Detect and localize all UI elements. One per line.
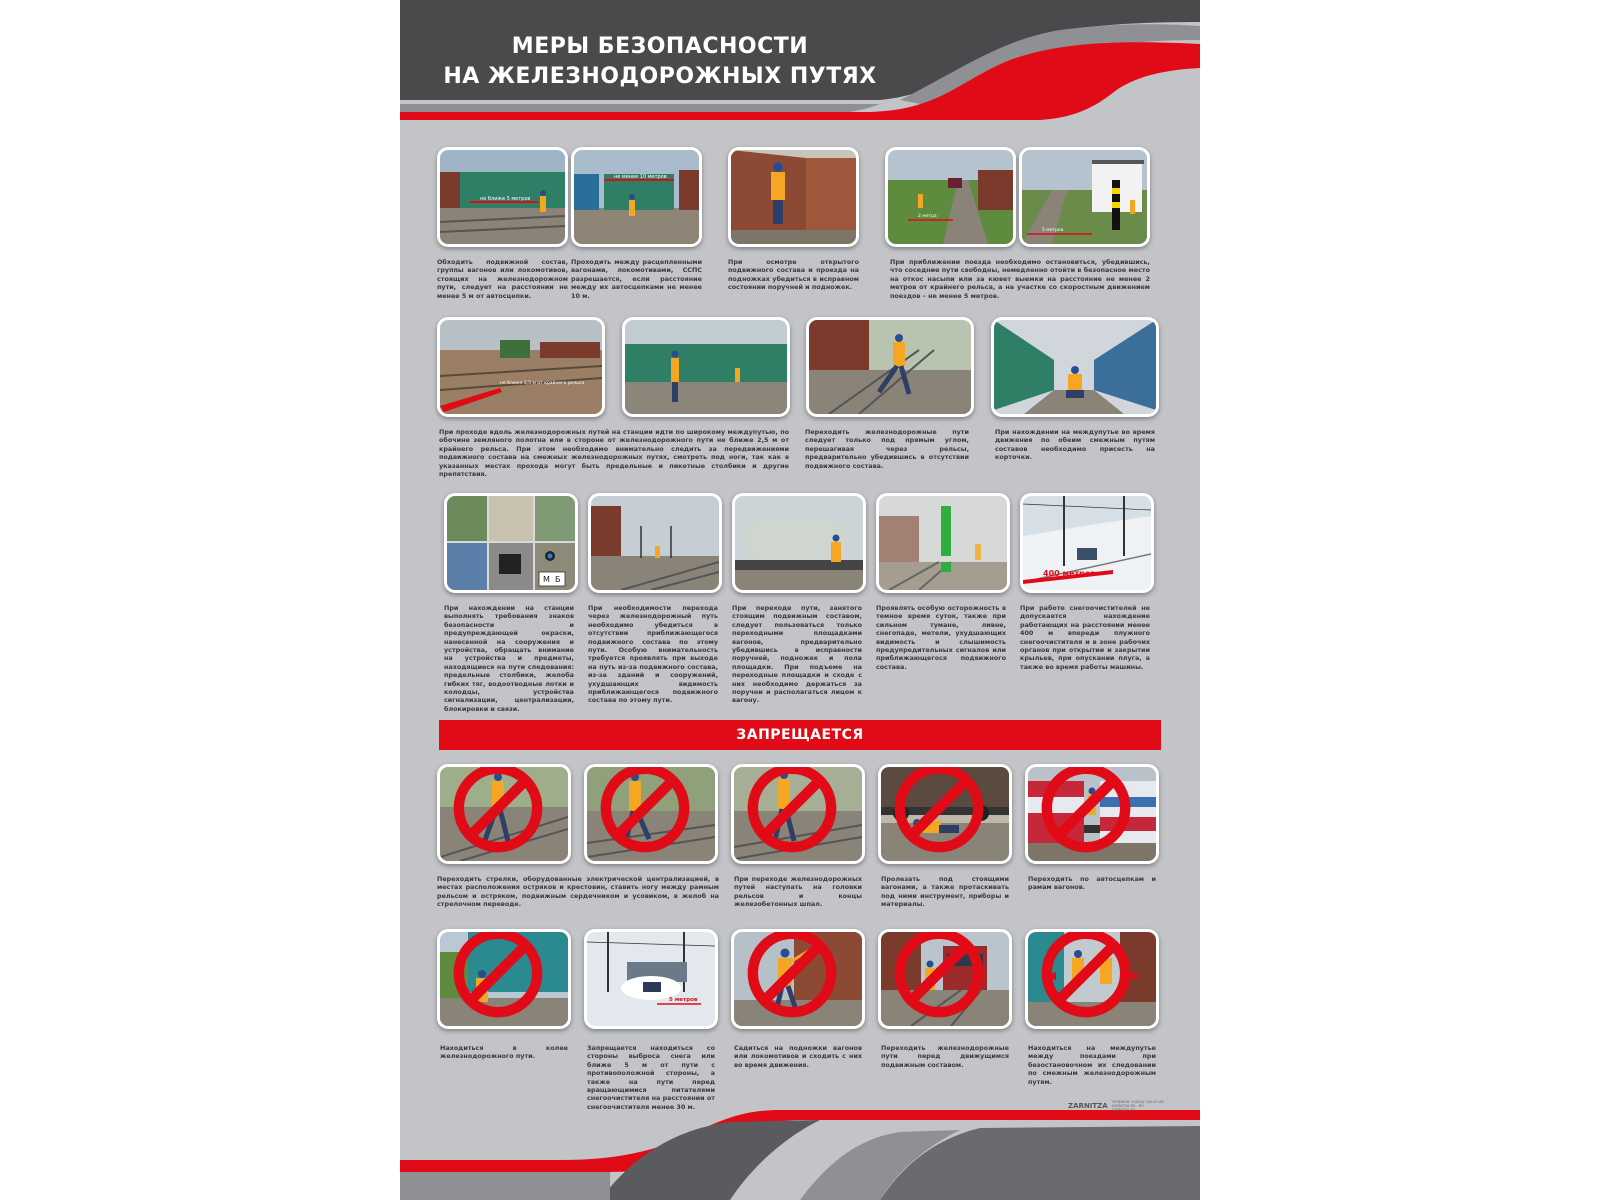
caption-10: При переходе пути, занятого стоящим подвижным составом, следует пользоваться только переходными площадками вагонов, предварительно убедившись в исправности поручней, подножек и пола площадки. При подъеме на переходные площадки и сходе с них необходимо держаться за поручни и располагаться лицом к вагону.: [732, 604, 862, 705]
sign-letter-m: М: [543, 575, 550, 584]
prohibition-icon: [881, 767, 1003, 855]
photo-card-18: [878, 764, 1012, 864]
photo-step-aside-2m: [888, 150, 1013, 244]
photo-cross-before-train: [881, 932, 1009, 1026]
label-5m-snow: 5 метров: [669, 997, 698, 1003]
photo-safety-signs-collage: [447, 496, 575, 590]
photo-card-12: [732, 493, 866, 593]
photo-caution-fog: [879, 496, 1007, 590]
photo-card-6: [437, 317, 605, 417]
photo-between-moving-trains: [1028, 932, 1156, 1026]
poster-title: [420, 32, 900, 92]
photo-step-on-rail-head: [734, 767, 862, 861]
photo-step-aside-5m: [1022, 150, 1147, 244]
prohibition-icon: [587, 767, 709, 855]
caption-14: При переходе железнодорожных путей наступать на головки рельсов и концы железобетонных шпал.: [734, 875, 862, 909]
photo-foot-between-rails: [587, 767, 715, 861]
prohibition-icon: [440, 932, 562, 1020]
photo-card-22: [731, 929, 865, 1029]
photo-card-15: [437, 764, 571, 864]
photo-between-cars: [574, 150, 699, 244]
publisher-brand: [1068, 1100, 1168, 1112]
label-5m: не ближе 5 метров: [480, 196, 531, 202]
prohibition-icon: [1028, 767, 1150, 855]
photo-wide-interspace: [440, 320, 602, 414]
photo-couplers: [1028, 767, 1156, 861]
photo-card-7: [622, 317, 790, 417]
photo-card-24: [1025, 929, 1159, 1029]
photo-card-2: [571, 147, 702, 247]
title-line-2: НА ЖЕЛЕЗНОДОРОЖНЫХ ПУТЯХ: [443, 64, 877, 89]
brand-contacts: ТЕЛЕФОН: 8 (800) 700-07-08 · ZARNITZA.RU · BY: ZARNITZA.BY: [1111, 1100, 1166, 1112]
photo-crouch-between-trains: [994, 320, 1156, 414]
photo-card-13: [876, 493, 1010, 593]
sign-letter-b: Б: [555, 575, 561, 584]
caption-4: При приближении поезда необходимо остановиться, убедившись, что соседние пути свободны, немедленно отойти в безопасное место на откос насыпи или за кювет выемки на расстояние не менее 2 метров от крайнего рельса, а на участке со скоростным движением поездов – не менее 5 метров.: [890, 258, 1150, 300]
photo-walk-around-cars: [440, 150, 565, 244]
photo-snow-throw: [587, 932, 715, 1026]
photo-card-21: [584, 929, 718, 1029]
prohibition-icon: [734, 767, 856, 855]
caption-8: При нахождении на станции выполнять требования знаков безопасности и предупреждающей окраски, нанесенной на сооружения и устройства, обращать внимание на устройства и предметы, находящиеся на пути следования: предельные столбики, желоба гибких тяг, водоотводные лотки и колодцы, устройства сигнализации, централизации, блокировки и связи.: [444, 604, 574, 713]
photo-snowplow-400m: [1023, 496, 1151, 590]
label-2m: 2 метра: [918, 214, 937, 219]
ban-section-title: ЗАПРЕЩАЕТСЯ: [439, 720, 1161, 750]
caption-7: При нахождении на междупутье во время движения по обеим смежным путям составов необходимо присесть на корточки.: [995, 428, 1155, 462]
prohibition-icon: [1028, 932, 1150, 1020]
caption-12: При работе снегоочистителей не допускается нахождение работающих на расстоянии менее 400 м впереди плужного снегоочистителя и в зоне рабочих органов при открытии и закрытии крыльев, при опускании плуга, а также во время работы машины.: [1020, 604, 1150, 671]
caption-1: Обходить подвижной состав, группы вагонов или локомотивов, стоящих на железнодорожном пути, следует на расстоянии не менее 5 м от автосцепки.: [437, 258, 568, 300]
photo-card-23: [878, 929, 1012, 1029]
photo-card-10: [444, 493, 578, 593]
caption-18: Запрещается находиться со стороны выброса снега или ближе 5 м от пути с противоположной стороны, а также на пути перед вращающимися питателями снегоочистителя на расстоянии от снегоочистителя менее 30 м.: [587, 1044, 715, 1111]
caption-21: Находиться на междупутье между поездами при безостановочном их следовании по смежным железнодорожным путям.: [1028, 1044, 1156, 1086]
photo-card-14: [1020, 493, 1154, 593]
caption-13: Переходить стрелки, оборудованные электрической централизацией, в местах расположения остряков и крестовин, ставить ногу между рамным рельсом и остряком, подвижным сердечником и усовиком, в желоб на стрелочном переводе.: [437, 875, 719, 909]
photo-card-17: [731, 764, 865, 864]
photo-card-20: [437, 929, 571, 1029]
caption-5: При проходе вдоль железнодорожных путей на станции идти по широкому междупутью, по обочине земляного полотна или в стороне от железнодорожного пути не ближе 2,5 м от крайнего рельса. При этом необходимо внимательно следить за передвижениями подвижного состава на смежных железнодорожных путях, смотреть под ноги, так как в указанных местах прохода могут быть предельные и пикетные столбики и другие препятствия.: [439, 428, 789, 479]
photo-card-3: [728, 147, 859, 247]
caption-20: Переходить железнодорожные пути перед движущимся подвижным составом.: [881, 1044, 1009, 1069]
caption-6: Переходить железнодорожные пути следует только под прямым углом, перешагивая через рельсы, предварительно убедившись в отсутствии подвижного состава.: [805, 428, 969, 470]
photo-crawl-under-car: [881, 767, 1009, 861]
photo-card-5: [1019, 147, 1150, 247]
photo-card-19: [1025, 764, 1159, 864]
label-400m: 400 метров: [1043, 569, 1096, 578]
label-10m: не менее 10 метров: [614, 174, 667, 180]
photo-inspect-handrails: [731, 150, 856, 244]
photo-jump-on-step: [734, 932, 862, 1026]
photo-card-9: [991, 317, 1159, 417]
caption-2: Проходить между расцепленными вагонами, локомотивами, ССПС разрешается, если расстояние между их автосцепками не менее 10 м.: [571, 258, 702, 300]
photo-card-11: [588, 493, 722, 593]
photo-card-1: [437, 147, 568, 247]
caption-17: Находиться в колее железнодорожного пути.: [440, 1044, 568, 1061]
photo-hopper-car-platform: [735, 496, 863, 590]
photo-step-over-rails: [809, 320, 971, 414]
caption-3: При осмотре открытого подвижного состава и проезда на подножках убедиться в исправном состоянии поручней и подножек.: [728, 258, 859, 292]
label-25m: не ближе 2,5 м от крайнего рельса: [500, 381, 585, 386]
photo-cross-right-angle: [625, 320, 787, 414]
photo-card-8: [806, 317, 974, 417]
prohibition-icon: [734, 932, 856, 1020]
prohibition-icon: [881, 932, 1003, 1020]
photo-in-track-gauge: [440, 932, 568, 1026]
photo-card-16: [584, 764, 718, 864]
photo-card-4: [885, 147, 1016, 247]
caption-16: Переходить по автосцепкам и рамам вагонов.: [1028, 875, 1156, 892]
photo-switch-points: [440, 767, 568, 861]
safety-poster: [400, 0, 1200, 1200]
caption-15: Пролезать под стоящими вагонами, а также протаскивать под ними инструмент, приборы и материалы.: [881, 875, 1009, 909]
caption-19: Садиться на подножки вагонов или локомотивов и сходить с них во время движения.: [734, 1044, 862, 1069]
brand-logo: ZARNITZA: [1068, 1102, 1108, 1110]
prohibition-icon: [440, 767, 562, 855]
photo-check-before-crossing: [591, 496, 719, 590]
title-line-1: МЕРЫ БЕЗОПАСНОСТИ: [511, 34, 809, 59]
caption-9: При необходимости перехода через железнодорожный путь необходимо убедиться в отсутствии приближающегося подвижного состава по этому пути. Особую внимательность требуется проявлять при выходе на путь из-за подвижного состава, из-за зданий и сооружений, ухудшающих видимость приближающегося подвижного состава по этому пути.: [588, 604, 718, 705]
label-5m-speed: 5 метров: [1042, 228, 1064, 233]
caption-11: Проявлять особую осторожность в темное время суток, также при сильном тумане, ливне, снегопаде, метели, ухудшающих видимость и слышимость предупредительных сигналов или приближающегося подвижного состава.: [876, 604, 1006, 671]
